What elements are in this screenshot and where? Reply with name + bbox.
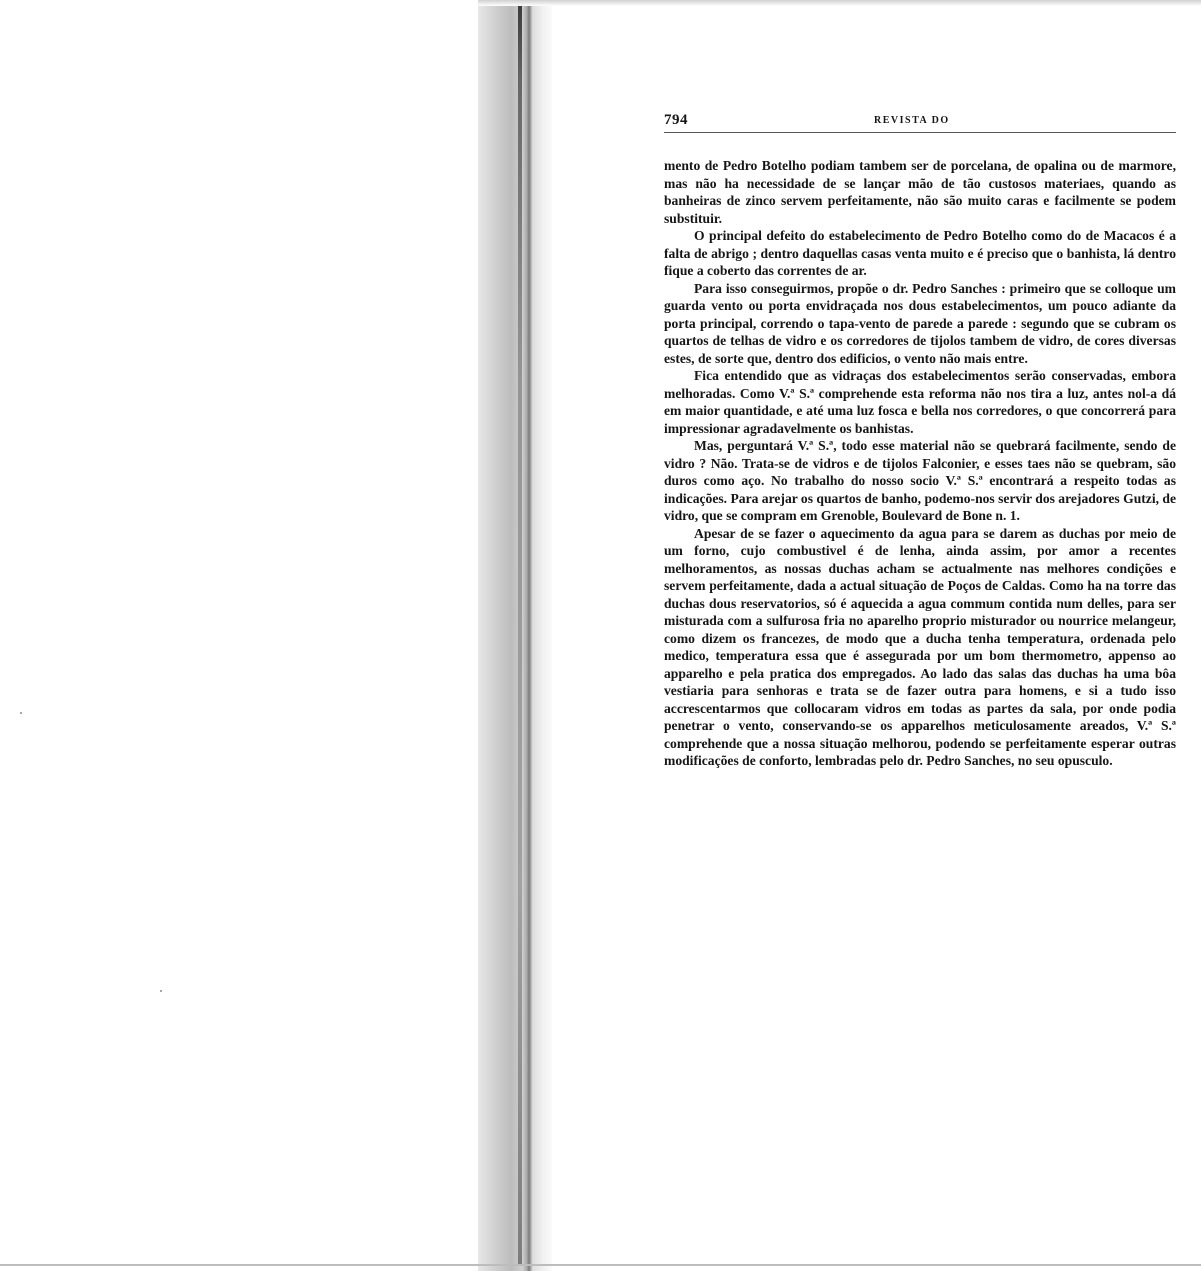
book-gutter	[478, 0, 552, 1271]
paragraph: O principal defeito do estabelecimento de Pedro Botelho como do de Macacos é a falta de abrigo ; dentro daquellas casas venta muito e é preciso que o banhista, lá dentro fique a coberto das correntes de ar.	[664, 228, 1176, 278]
paper-speck	[160, 990, 162, 992]
body-text	[664, 157, 1176, 770]
running-head	[664, 108, 1176, 133]
blank-left-page	[0, 0, 480, 1271]
journal-title: REVISTA DO	[874, 115, 950, 126]
gutter-fold-line	[518, 6, 522, 1266]
page-bottom-edge	[0, 1264, 1201, 1266]
paragraph: Mas, perguntará V.ª S.ª, todo esse material não se quebrará facilmente, sendo de vidro ? Não. Trata-se de vidros e de tijolos Falconier, e esses taes não se quebram, são duros como aço. No trabalho do nosso socio V.ª S.ª encontrará a respeito todas as indicações. Para arejar os quartos de banho, podemo-nos servir dos arejadores Gutzi, de vidro, que se compram em Grenoble, Boulevard de Bone n. 1.	[664, 438, 1176, 523]
page-top-shadow	[478, 0, 1201, 6]
paragraph: mento de Pedro Botelho podiam tambem ser de porcelana, de opalina ou de marmore, mas não ha necessidade de se lançar mão de tão custosos materiaes, quando as banheiras de zinco servem perfeitamente, não são muito caras e facilmente se podem substituir.	[664, 158, 1176, 226]
paragraph: Fica entendido que as vidraças dos estabelecimentos serão conservadas, embora melhoradas. Como V.ª S.ª comprehende esta reforma não nos tira a luz, antes nol-a dá em maior quantidade, e até uma luz fosca e bella nos corredores, o que concorrerá para impressionar agradavelmente os banhistas.	[664, 368, 1176, 436]
paper-speck	[20, 712, 22, 714]
page-number: 794	[664, 112, 688, 128]
right-page	[664, 108, 1176, 770]
paragraph: Para isso conseguirmos, propõe o dr. Pedro Sanches : primeiro que se colloque um guarda vento ou porta envidraçada nos dous estabelecimentos, um pouco adiante da porta principal, correndo o tapa-vento de parede a parede : segundo que se cubram os quartos de telhas de vidro e os corredores de tijolos tambem de vidro, de cores diversas estes, de sorte que, dentro dos edificios, o vento não mais entre.	[664, 280, 1176, 366]
paragraph: Apesar de se fazer o aquecimento da agua para se darem as duchas por meio de um forno, cujo combustivel é de lenha, ainda assim, por amor a recentes melhoramentos, as nossas duchas acham se actualmente nas melhores condições e servem perfeitamente, dada a actual situação de Poços de Caldas. Como ha na torre das duchas dous reservatorios, só é aquecida a agua commum contida num delles, para ser misturada com a sulfurosa fria no aparelho proprio misturador ou nourrice melangeur, como dizem os francezes, de modo que a ducha tenha temperatura, ordenada pelo medico, temperatura essa que é assegurada por um bom thermometro, appenso ao apparelho e pela pratica dos empregados. Ao lado das salas das duchas ha uma bôa vestiaria para senhoras e trata se de fazer outra para homens, e si a tudo isso accrescentarmos que collocaram vidros em todas as partes da sala, por onde podia penetrar o vento, conservando-se os apparelhos meticulosamente areados, V.ª S.ª comprehende que a nossa situação melhorou, podendo se perfeitamente esperar outras modificações de conforto, lembradas pelo dr. Pedro Sanches, no seu opusculo.	[664, 525, 1176, 768]
